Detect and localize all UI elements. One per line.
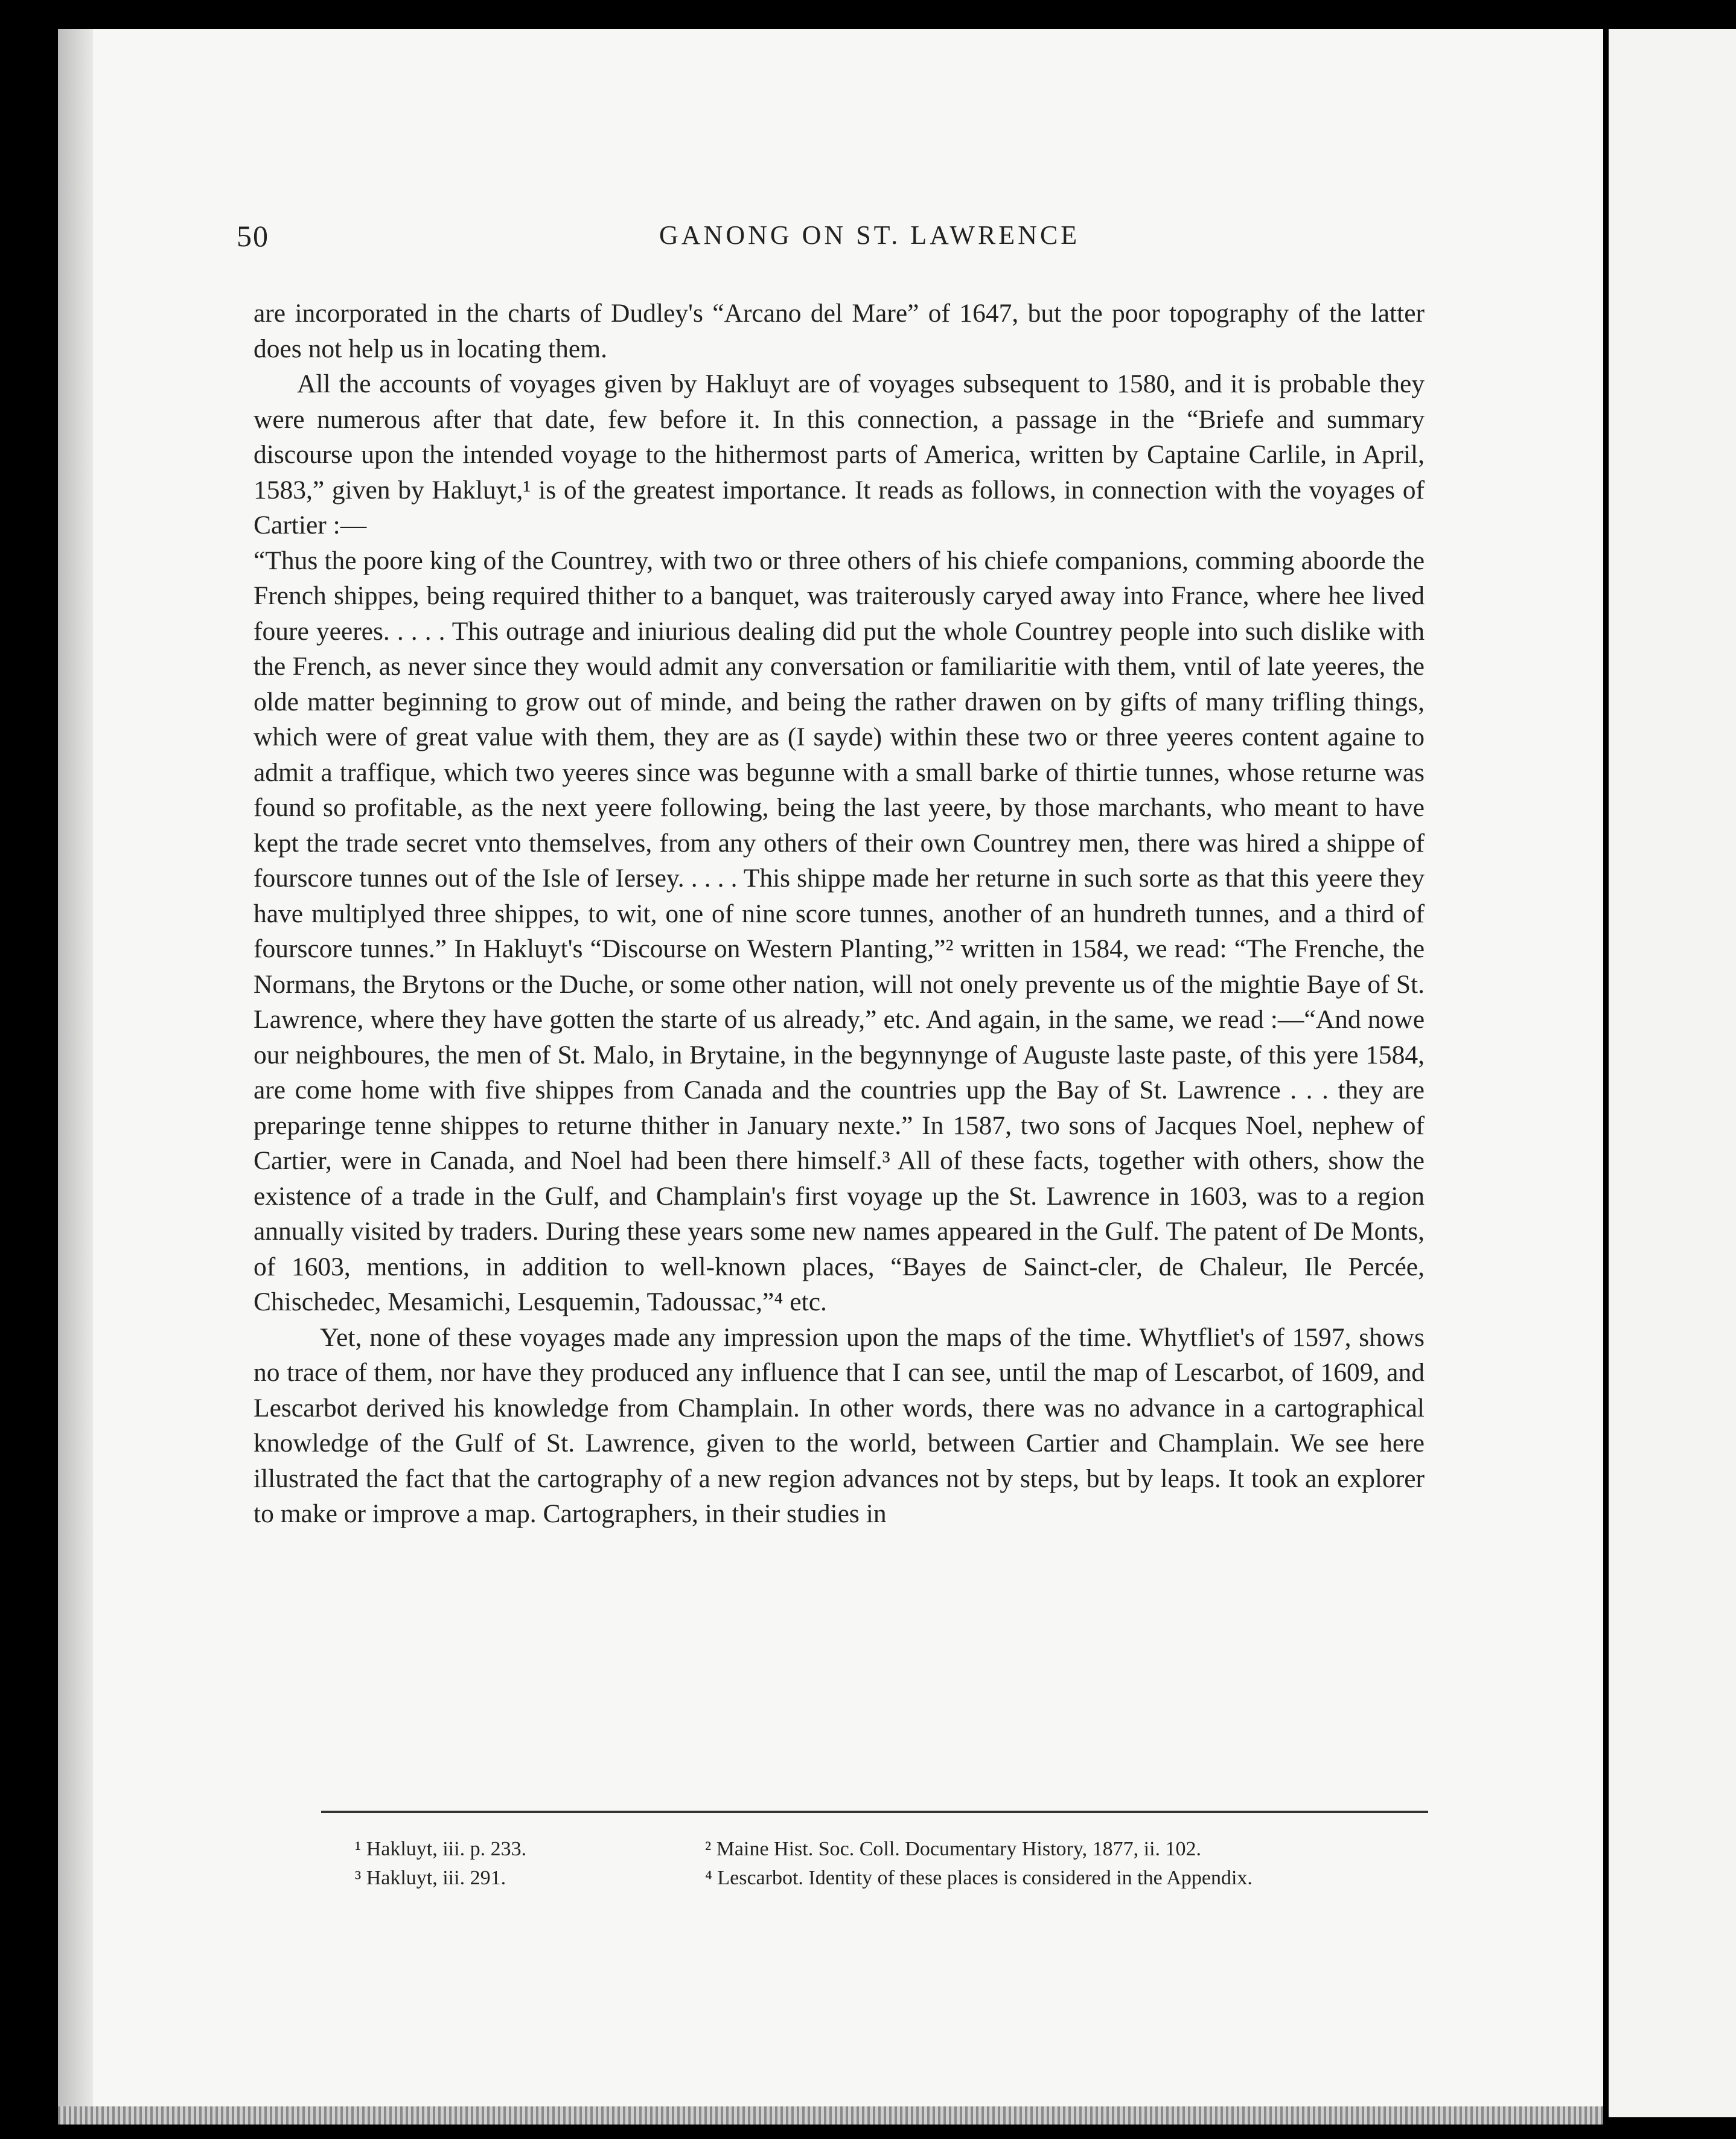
page-number: 50 [237, 219, 269, 253]
paragraph-2: All the accounts of voyages given by Hakluyt are of voyages subsequent to 1580, and it is probable they were numerous after that date, few before it. In this connection, a passage in the “Briefe and summary discourse upon the intended voyage to the hithermost parts of America, written by Captaine Carlile, in April, 1583,” given by Hakluyt,¹ is of the greatest importance. It reads as follows, in connection with the voyages of Cartier :— [254, 369, 1425, 540]
footnote-rule [321, 1811, 1428, 1813]
quoted-passage: “Thus the poore king of the Countrey, with two or three others of his chiefe companions, comming aboorde the French shippes, being required thither to a banquet, was traiterously caryed away into France, where hee lived foure yeeres. . . . . This outrage and iniurious dealing did put the whole Countrey people into such dislike with the French, as never since they would admit any conversation or familiaritie with them, vntil of late yeeres, the olde matter beginning to grow out of minde, and being the rather drawen on by gifts of many trifling things, which were of great value with them, they are as (I sayde) within these two or three yeeres content againe to admit a traffique, which two yeeres since was begunne with a small barke of thirtie tunnes, whose returne was found so profitable, as the next yeere following, being the last yeere, by those marchants, who meant to have kept the trade secret vnto themselves, from any others of their own Countrey men, there was hired a shippe of fourscore tunnes out of the Isle of Iersey. . . . . This shippe made her returne in such sorte as that this yeere they have multiplyed three shippes, to wit, one of nine score tunnes, another of an hundreth tunnes, and a third of fourscore tunnes.” In Hakluyt's “Discourse on Western Planting,”² written in 1584, we read: “The Frenche, the Normans, the Brytons or the Duche, or some other nation, will not onely prevente us of the mightie Baye of St. Lawrence, where they have gotten the starte of us already,” etc. And again, in the same, we read :—“And nowe our neighboures, the men of St. Malo, in Brytaine, in the begynnynge of Auguste laste paste, of this yere 1584, are come home with five shippes from Canada and the countries upp the Bay of St. Lawrence . . . they are preparinge tenne shippes to returne thither in January nexte.” In 1587, two sons of Jacques Noel, nephew of Cartier, were in Canada, and Noel had been there himself.³ All of these facts, together with others, show the existence of a trade in the Gulf, and Champlain's first voyage up the St. Lawrence in 1603, was to a region annually visited by traders. During these years some new names appeared in the Gulf. The patent of De Monts, of 1603, mentions, in addition to well-known places, “Bayes de Sainct-cler, de Chaleur, Ile Percée, Chischedec, Mesamichi, Lesquemin, Tadoussac,”⁴ etc. [254, 546, 1425, 1316]
paragraph-4: Yet, none of these voyages made any impression upon the maps of the time. Whytfliet's of 1597, shows no trace of them, nor have they produced any influence that I can see, until the map of Lescarbot, of 1609, and Lescarbot derived his knowledge from Champlain. In other words, there was no advance in a cartographical knowledge of the Gulf of St. Lawrence, given to the world, between Cartier and Champlain. We see here illustrated the fact that the cartography of a new region advances not by steps, but by leaps. It took an explorer to make or improve a map. Cartographers, in their studies in [254, 1322, 1425, 1528]
footnote-2: ² Maine Hist. Soc. Coll. Documentary History, 1877, ii. 102. [705, 1838, 1202, 1860]
body-text [254, 296, 1425, 1532]
facing-page-edge [1609, 29, 1736, 2117]
footnote-3: ³ Hakluyt, iii. 291. [355, 1867, 506, 1889]
page-header [237, 218, 1426, 257]
footnote-4: ⁴ Lescarbot. Identity of these places is considered in the Appendix. [705, 1867, 1253, 1889]
paragraph-1: are incorporated in the charts of Dudley's “Arcano del Mare” of 1647, but the poor topography of the latter does not help us in locating them. [254, 299, 1425, 363]
scan-bottom-strip [58, 2106, 1603, 2125]
page-gutter-shadow [58, 29, 93, 2117]
footnote-1: ¹ Hakluyt, iii. p. 233. [355, 1838, 527, 1860]
running-head: GANONG ON ST. LAWRENCE [659, 220, 1080, 250]
